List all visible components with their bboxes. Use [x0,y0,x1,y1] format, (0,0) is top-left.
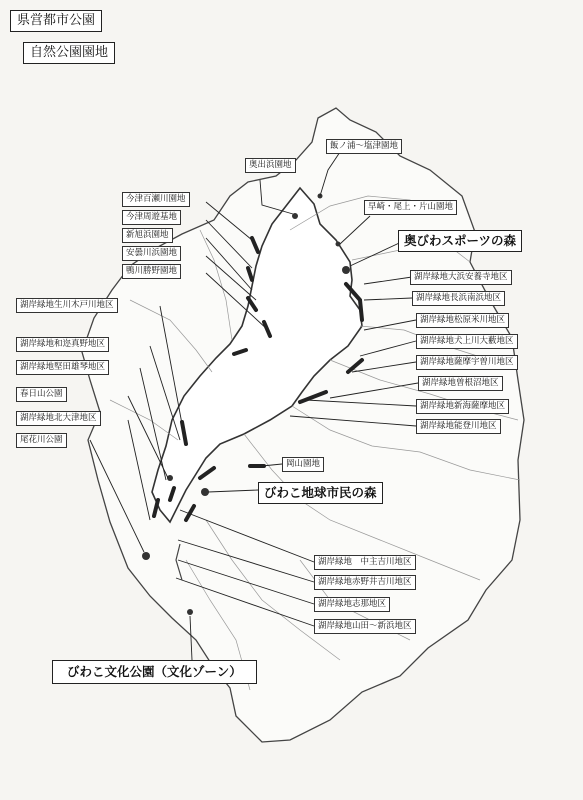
label-left-7: 湖岸緑地堅田雄琴地区 [16,360,109,375]
label-south-0: 湖岸緑地 中主吉川地区 [314,555,416,570]
marker-okubiwa [342,266,350,274]
header-subcategory: 自然公園園地 [23,42,115,64]
label-south-3: 湖岸緑地山田～新浜地区 [314,619,416,634]
label-okayama: 岡山園地 [282,457,324,472]
park-bunka: びわこ文化公園（文化ゾーン） [52,660,257,684]
label-left-3: 安曇川浜園地 [122,246,181,261]
label-south-2: 湖岸緑地志那地区 [314,597,390,612]
park-chikyu: びわこ地球市民の森 [258,482,383,504]
marker-bunka [187,609,193,615]
label-left-4: 鴨川勝野園地 [122,264,181,279]
label-left-8: 春日山公園 [16,387,67,402]
label-right-6: 湖岸緑地新海薩摩地区 [416,399,509,414]
header-category: 県営都市公園 [10,10,102,32]
label-south-1: 湖岸緑地赤野井吉川地区 [314,575,416,590]
label-right-5: 湖岸緑地曽根沼地区 [418,376,503,391]
label-right-7: 湖岸緑地能登川地区 [416,419,501,434]
marker-chikyu [201,488,209,496]
marker-hayazaki [336,242,341,247]
label-right-3: 湖岸緑地犬上川大藪地区 [416,334,518,349]
label-left-9: 湖岸緑地北大津地区 [16,411,101,426]
label-left-5: 湖岸緑地生川木戸川地区 [16,298,118,313]
label-left-10: 尾花川公園 [16,433,67,448]
marker-obanagawa [142,552,150,560]
label-hayazaki: 早崎・尾上・片山園地 [364,200,457,215]
label-left-1: 今津周遊基地 [122,210,181,225]
label-left-2: 新旭浜園地 [122,228,173,243]
label-right-1: 湖岸緑地長浜南浜地区 [412,291,505,306]
label-right-0: 湖岸緑地大浜安養寺地区 [410,270,512,285]
label-right-4: 湖岸緑地薩摩宇曽川地区 [416,355,518,370]
label-left-6: 湖岸緑地和迩真野地区 [16,337,109,352]
label-left-0: 今津百瀬川園地 [122,192,190,207]
label-right-2: 湖岸緑地松原米川地区 [416,313,509,328]
label-okude: 奥出浜園地 [245,158,296,173]
park-okubiwa: 奥びわスポーツの森 [398,230,522,252]
label-iinoura: 飯ノ浦～塩津園地 [326,139,402,154]
